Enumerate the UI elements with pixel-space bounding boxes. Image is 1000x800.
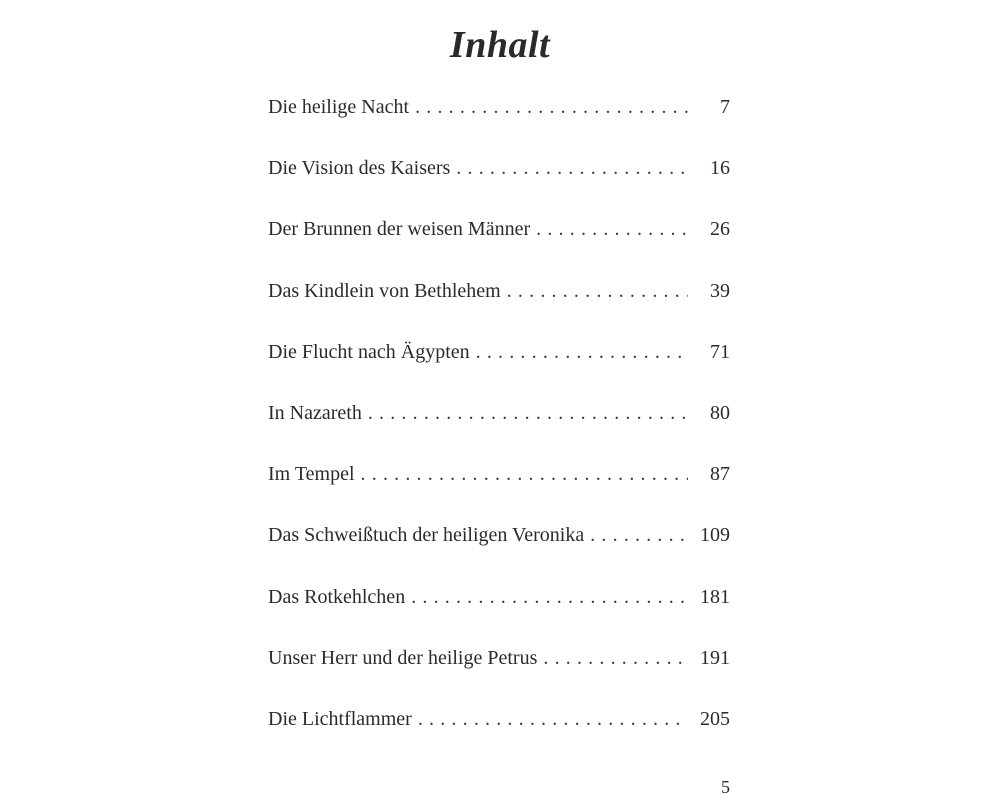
- toc-entry-page: 109: [700, 524, 730, 547]
- toc-entry-title: Das Kindlein von Bethlehem: [268, 279, 501, 302]
- toc-entry-page: 39: [710, 279, 730, 302]
- toc-entry[interactable]: [268, 524, 730, 585]
- dot-leader: [368, 402, 688, 425]
- toc-entry-title: Der Brunnen der weisen Männer: [268, 218, 531, 241]
- toc-entry[interactable]: [268, 708, 730, 769]
- dot-leader: [415, 96, 688, 119]
- toc-entry[interactable]: [268, 157, 730, 218]
- toc-entry[interactable]: [268, 96, 730, 157]
- toc-entry-title: In Nazareth: [268, 401, 362, 424]
- dot-leader: [456, 157, 688, 180]
- toc-entry-page: 181: [700, 585, 730, 608]
- toc-entry-title: Im Tempel: [268, 463, 355, 486]
- toc-entry-title: Die heilige Nacht: [268, 96, 410, 118]
- dot-leader: [361, 463, 688, 486]
- dot-leader: [507, 280, 688, 303]
- table-of-contents: [268, 96, 730, 769]
- toc-entry[interactable]: [268, 647, 730, 708]
- toc-entry-title: Unser Herr und der heilige Petrus: [268, 646, 538, 669]
- toc-entry-page: 26: [710, 218, 730, 241]
- page-title: Inhalt: [449, 24, 551, 67]
- dot-leader: [411, 586, 688, 609]
- dot-leader: [536, 218, 688, 241]
- toc-entry-page: 16: [710, 157, 730, 180]
- toc-entry[interactable]: [268, 341, 730, 402]
- toc-entry-title: Die Lichtflammer: [268, 707, 412, 730]
- dot-leader: [476, 341, 688, 364]
- toc-entry[interactable]: [268, 402, 730, 463]
- toc-entry-title: Das Rotkehlchen: [268, 585, 406, 608]
- dot-leader: [418, 708, 688, 731]
- toc-entry-page: 205: [700, 707, 730, 730]
- toc-entry-page: 71: [710, 340, 730, 363]
- toc-entry-title: Das Schweißtuch der heiligen Veronika: [268, 524, 585, 547]
- toc-entry-page: 87: [710, 463, 730, 486]
- toc-entry-title: Die Flucht nach Ägypten: [268, 340, 470, 363]
- toc-entry[interactable]: [268, 218, 730, 279]
- page-number: 5: [721, 777, 730, 797]
- dot-leader: [590, 524, 688, 547]
- toc-entry[interactable]: [268, 280, 730, 341]
- dot-leader: [543, 647, 688, 670]
- toc-entry-page: 80: [710, 401, 730, 424]
- toc-entry-title: Die Vision des Kaisers: [268, 157, 451, 180]
- toc-entry-page: 7: [720, 96, 730, 118]
- toc-entry-page: 191: [700, 646, 730, 669]
- toc-entry[interactable]: [268, 586, 730, 647]
- toc-entry[interactable]: [268, 463, 730, 524]
